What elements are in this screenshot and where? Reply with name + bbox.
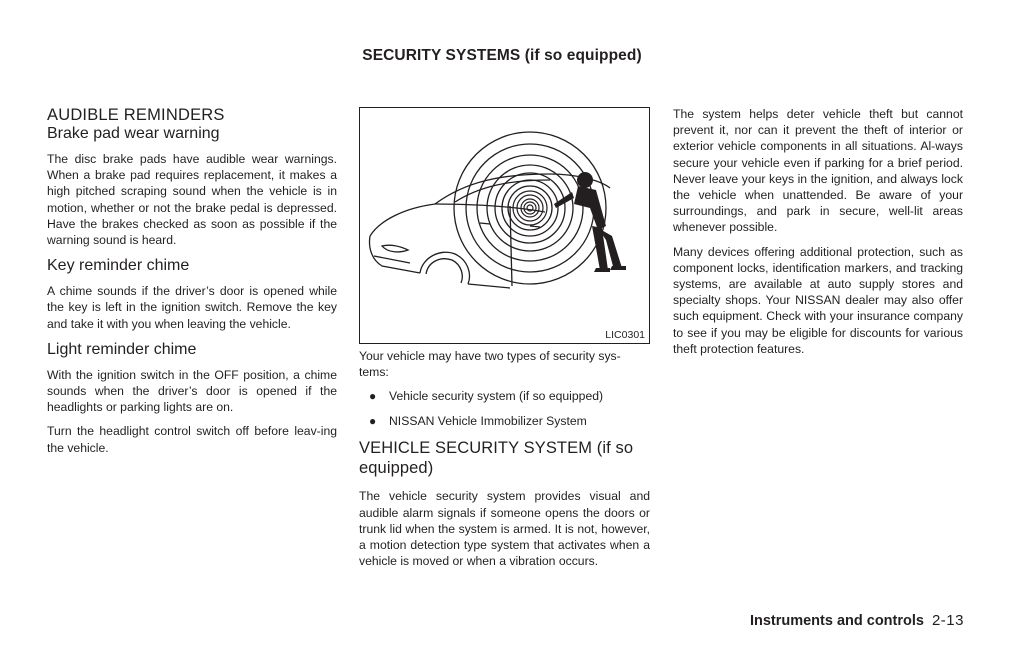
page-header-title: SECURITY SYSTEMS (if so equipped) xyxy=(362,47,642,64)
figure-code: LIC0301 xyxy=(605,329,645,341)
right-column xyxy=(673,106,963,365)
additional-protection-text: Many devices offering additional protection, such as component locks, identification markers, and tracking systems, are available at auto supply stores and specialty shops. Your NISSAN dealer may also offer such equipment. Check with your insurance company to see if you may be eligible for discounts for various theft protection features. xyxy=(673,244,963,356)
bullet-icon: ● xyxy=(369,414,377,429)
section-title-vehicle-security-system: VEHICLE SECURITY SYSTEM (if so equipped) xyxy=(359,439,634,478)
light-reminder-text-2: Turn the headlight control switch off before leav-ing the vehicle. xyxy=(47,424,337,455)
car-theft-illustration xyxy=(360,108,649,343)
footer-section-title: Instruments and controls xyxy=(749,613,924,629)
subtitle-key-reminder-chime: Key reminder chime xyxy=(47,257,190,275)
car-drawing xyxy=(370,174,611,288)
subtitle-brake-pad-wear-warning: Brake pad wear warning xyxy=(47,125,220,142)
section-title-audible-reminders: AUDIBLE REMINDERS xyxy=(47,106,225,124)
alarm-circles xyxy=(454,132,606,284)
middle-column xyxy=(359,348,650,577)
brake-pad-text: The disc brake pads have audible wear warnings. When a brake pad requires replacement, it makes a high pitched scraping sound when the vehicle is in motion, whether or not the brake pedal is depressed. Have the brakes checked as soon as possible if the warning sound is heard. xyxy=(47,152,337,248)
security-types-list xyxy=(359,388,650,429)
bullet-icon: ● xyxy=(369,389,377,404)
list-item: ● Vehicle security system (if so equipped) xyxy=(369,389,604,404)
deter-theft-text: The system helps deter vehicle theft but cannot prevent it, nor can it prevent the theft of interior or exterior vehicle components in all situations. Al-ways secure your vehicle even if parking for a brief period. Never leave your keys in the ignition, and always lock the vehicle when unattended. Be aware of your surroundings, and park in secure, well-lit areas whenever possible. xyxy=(673,107,963,235)
security-intro-text: Your vehicle may have two types of security sys-tems: xyxy=(359,349,621,380)
security-illustration xyxy=(359,107,650,344)
list-item: ● NISSAN Vehicle Immobilizer System xyxy=(369,414,587,429)
light-reminder-text-1: With the ignition switch in the OFF position, a chime sounds when the driver’s door is opened if the headlights or parking lights are on. xyxy=(47,367,337,415)
left-column xyxy=(47,106,337,464)
page-number: 2-13 xyxy=(931,612,964,629)
vehicle-security-text: The vehicle security system provides visual and audible alarm signals if someone opens the doors or trunk lid when the system is armed. It is not, however, a motion detection type system that activates when a vehicle is moved or when a vibration occurs. xyxy=(359,489,650,569)
key-reminder-text: A chime sounds if the driver’s door is opened while the key is left in the ignition switch. Remove the key and take it with you when leaving the vehicle. xyxy=(47,284,337,331)
page-footer xyxy=(750,612,964,629)
subtitle-light-reminder-chime: Light reminder chime xyxy=(47,340,197,358)
